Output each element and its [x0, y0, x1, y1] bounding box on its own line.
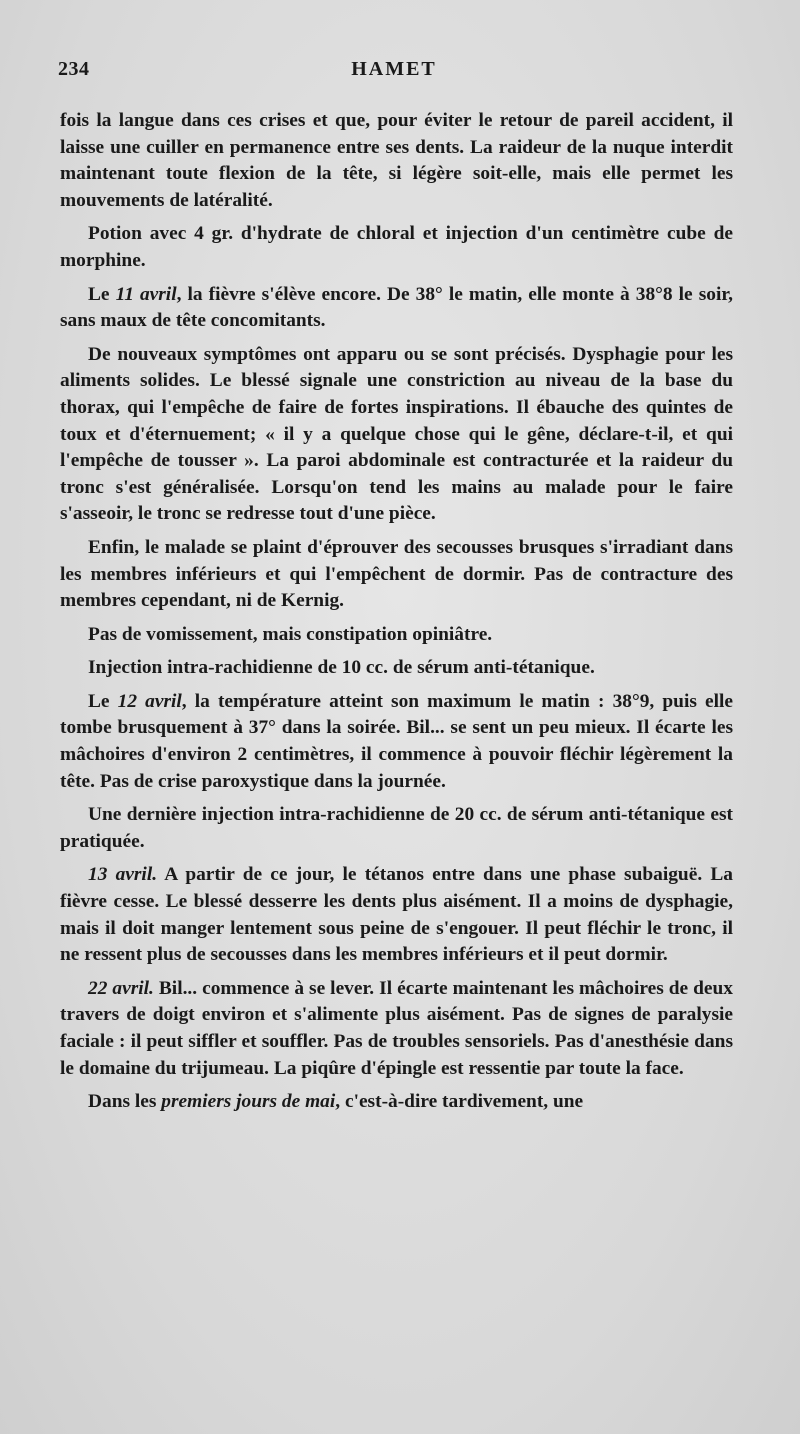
- paragraph: [60, 342, 733, 528]
- text-run: Pas de vomissement, mais constipation opiniâtre.: [88, 623, 493, 645]
- paragraph: [60, 689, 733, 795]
- paragraph: [60, 282, 733, 335]
- page-header: [58, 58, 730, 88]
- paragraph: [60, 976, 733, 1082]
- text-run: Potion avec 4 gr. d'hydrate de chloral et injection d'un centimètre cube de morphine.: [60, 223, 733, 271]
- text-run: Injection intra-rachidienne de 10 cc. de sérum anti-tétanique.: [88, 657, 595, 679]
- italic-text: 12 avril: [117, 690, 182, 712]
- italic-text: 22 avril.: [88, 977, 154, 999]
- paragraph: [60, 802, 733, 855]
- italic-text: premiers jours de mai: [161, 1091, 336, 1113]
- text-run: Dans les: [88, 1091, 162, 1113]
- italic-text: 11 avril: [115, 283, 177, 305]
- paragraph: [60, 108, 733, 214]
- body-text: [60, 108, 733, 1123]
- text-run: Enfin, le malade se plaint d'éprouver des secousses brusques s'irradiant dans les membres inférieurs et qui l'empêchent de dormir. Pas de contracture des membres cependant, ni de Kernig.: [60, 536, 733, 612]
- text-run: Le: [88, 690, 118, 712]
- text-run: Une dernière injection intra-rachidienne de 20 cc. de sérum anti-tétanique est pratiquée.: [60, 804, 733, 852]
- text-run: Bil... commence à se lever. Il écarte maintenant les mâchoires de deux travers de doigt environ et s'alimente plus aisément. Pas de signes de paralysie faciale : il peut siffler et souffler. Pas de troubles sensoriels. Pas d'anesthésie dans le domaine du trijumeau. La piqûre d'épingle est ressentie par toute la face.: [60, 977, 734, 1079]
- paragraph: [60, 535, 733, 615]
- italic-text: 13 avril.: [88, 864, 158, 886]
- text-run: A partir de ce jour, le tétanos entre dans une phase subaiguë. La fièvre cesse. Le blessé desserre les dents plus aisément. Il a moins de dysphagie, mais il doit manger lentement sous peine de s'engouer. Il peut fléchir le tronc, il ne ressent plus de secousses dans les membres inférieurs et il peut dormir.: [60, 864, 733, 966]
- paragraph: [60, 655, 733, 682]
- text-run: De nouveaux symptômes ont apparu ou se sont précisés. Dysphagie pour les aliments solides. Le blessé signale une constriction au niveau de la base du thorax, qui l'empêche de faire de fortes inspirations. Il ébauche des quintes de toux et d'éternuement; « il y a quelque chose qui le gêne, déclare-t-il, et qui l'empêche de tousser ». La paroi abdominale est contracturée et la raideur du tronc s'est généralisée. Lorsqu'on tend les mains au malade pour le faire s'asseoir, le tronc se redresse tout d'une pièce.: [60, 343, 733, 525]
- paragraph: [60, 622, 733, 649]
- text-run: Le: [88, 283, 116, 305]
- paragraph: [60, 221, 733, 274]
- text-run: fois la langue dans ces crises et que, pour éviter le retour de pareil accident, il laisse une cuiller en permanence entre ses dents. La raideur de la nuque interdit maintenant toute flexion de la tête, si légère soit-elle, mais elle permet les mouvements de latéralité.: [60, 110, 733, 211]
- paragraph: [60, 862, 733, 968]
- running-title: HAMET: [351, 58, 437, 80]
- paragraph: [60, 1089, 733, 1116]
- page-number: 234: [58, 58, 90, 80]
- text-run: , c'est-à-dire tardivement, une: [335, 1091, 584, 1113]
- text-run: , la température atteint son maximum le matin : 38°9, puis elle tombe brusquement à 37° dans la soirée. Bil... se sent un peu mieux. Il écarte les mâchoires d'environ 2 centimètres, il commence à pouvoir fléchir légèrement la tête. Pas de crise paroxystique dans la journée.: [60, 690, 733, 792]
- text-run: , la fièvre s'élève encore. De 38° le matin, elle monte à 38°8 le soir, sans maux de tête concomitants.: [60, 283, 734, 332]
